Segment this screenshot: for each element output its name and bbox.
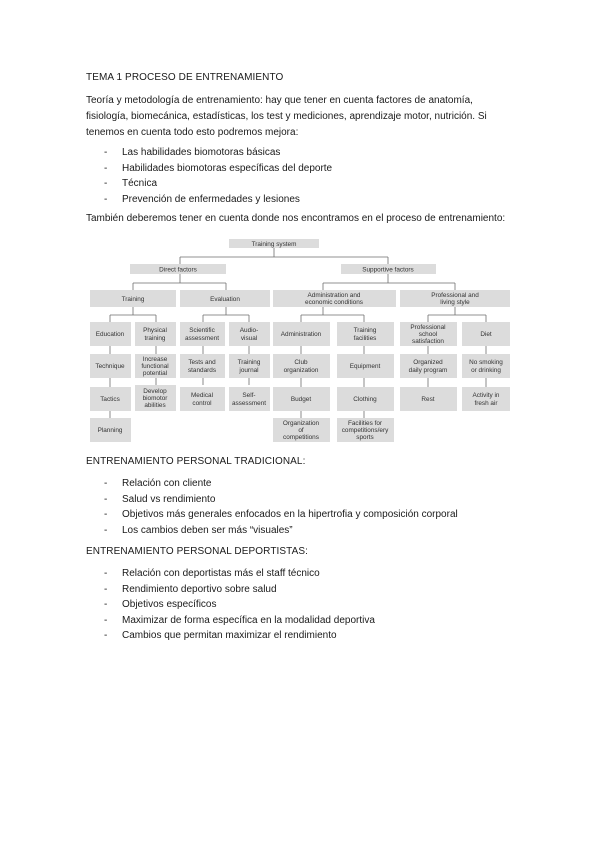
list-item: - Salud vs rendimiento [86, 492, 458, 508]
box-training-facilities [337, 322, 394, 346]
label-training: Training [121, 296, 145, 303]
label-prof-school-3: satisfaction [412, 338, 444, 345]
label-organized-2: daily program [408, 367, 448, 374]
label-diet: Diet [480, 331, 492, 338]
label-physical-1: Physical [143, 327, 167, 334]
page-title: TEMA 1 PROCESO DE ENTRENAMIENTO [86, 72, 284, 83]
label-club-2: organization [283, 367, 319, 374]
label-medical-2: control [192, 400, 212, 407]
label-journal-2: journal [239, 367, 259, 374]
label-administration-economic-2: economic conditions [305, 299, 363, 306]
label-scientific-2: assessment [184, 335, 220, 342]
label-journal-1: Training [237, 359, 261, 366]
label-budget: Budget [290, 396, 312, 403]
label-prof-school-2: school [418, 331, 438, 338]
box-scientific-assessment [180, 322, 225, 346]
label-equipment: Equipment [349, 363, 381, 370]
label-rest: Rest [421, 396, 435, 403]
list-item: - Relación con cliente [86, 476, 458, 492]
section-heading-deportistas: ENTRENAMIENTO PERSONAL DEPORTISTAS: [86, 546, 309, 557]
label-tactics: Tactics [100, 396, 120, 403]
label-clothing: Clothing [353, 396, 377, 403]
box-no-smoking [462, 354, 510, 378]
label-facilities-comp-3: sports [356, 434, 374, 441]
label-org-comp-3: competitions [283, 434, 319, 441]
list-item: - Objetivos específicos [86, 597, 375, 613]
label-org-comp-1: Organization [282, 420, 320, 427]
label-develop-3: abilities [144, 402, 166, 409]
box-self-assessment [229, 387, 270, 411]
label-professional-living-2: living style [440, 299, 470, 306]
section-heading-tradicional: ENTRENAMIENTO PERSONAL TRADICIONAL: [86, 456, 306, 467]
label-activity-2: fresh air [474, 400, 498, 407]
label-medical-1: Medical [190, 392, 214, 399]
label-prof-school-1: Professional [410, 324, 446, 331]
tradicional-list [86, 476, 458, 538]
list-item: - Objetivos más generales enfocados en la hipertrofia y composición corporal [86, 507, 458, 523]
box-tests-standards [180, 354, 225, 378]
label-increase-3: potential [142, 370, 168, 377]
label-nosmoking-2: or drinking [471, 367, 501, 374]
label-supportive-factors: Supportive factors [362, 266, 414, 274]
box-medical-control [180, 387, 225, 411]
label-org-comp-2: of [298, 427, 304, 434]
label-develop-2: biomotor [142, 395, 168, 402]
label-develop-1: Develop [143, 388, 167, 395]
list-item: - Maximizar de forma específica en la modalidad deportiva [86, 613, 375, 629]
label-tests-1: Tests and [188, 359, 216, 366]
label-tests-2: standards [187, 367, 217, 374]
list-item: - Los cambios deben ser más “visuales” [86, 523, 458, 539]
label-activity-1: Activity in [472, 392, 500, 399]
label-professional-living-1: Professional and [431, 292, 479, 299]
list-item: - Rendimiento deportivo sobre salud [86, 582, 375, 598]
label-scientific-1: Scientific [189, 327, 215, 334]
label-audio-1: Audio- [239, 327, 259, 334]
list-item: - Técnica [86, 176, 332, 192]
list-item: - Cambios que permitan maximizar el rendimiento [86, 628, 375, 644]
box-training-journal [229, 354, 270, 378]
label-evaluation: Evaluation [210, 296, 240, 303]
label-facilities-comp-1: Facilities for [347, 420, 383, 427]
box-activity-fresh-air [462, 387, 510, 411]
label-increase-1: Increase [142, 356, 168, 363]
label-self-2: assessment [231, 400, 267, 407]
intro-paragraph: Teoría y metodología de entrenamiento: hay que tener en cuenta factores de anatomía, fisiología, biomecánica, estadísticas, los test y mediciones, aprendizaje motor, nutrición. Si tenemos en cuenta todo esto podremos mejora: [86, 95, 487, 138]
box-audio-visual [229, 322, 270, 346]
label-training-facilities-2: facilities [353, 335, 377, 342]
label-audio-2: visual [240, 335, 258, 342]
label-physical-2: training [144, 335, 166, 342]
list-item: - Relación con deportistas más el staff técnico [86, 566, 375, 582]
label-training-facilities-1: Training [353, 327, 377, 334]
list-item: - Prevención de enfermedades y lesiones [86, 192, 332, 208]
deportistas-list [86, 566, 375, 644]
box-physical-training [135, 322, 176, 346]
label-nosmoking-1: No smoking [469, 359, 503, 366]
list-item: - Las habilidades biomotoras básicas [86, 145, 332, 161]
box-club-organization [273, 354, 330, 378]
label-planning: Planning [97, 427, 123, 434]
label-administration: Administration [280, 331, 322, 338]
label-education: Education [95, 331, 125, 338]
label-organized-1: Organized [413, 359, 443, 366]
label-administration-economic-1: Administration and [307, 292, 361, 299]
label-club-1: Club [294, 359, 308, 366]
label-training-system: Training system [251, 241, 297, 248]
label-facilities-comp-2: competitions/ery [341, 427, 389, 434]
label-direct-factors: Direct factors [159, 266, 197, 274]
label-self-1: Self- [242, 392, 256, 399]
label-increase-2: functional [141, 363, 169, 370]
intro2-paragraph: También deberemos tener en cuenta donde nos encontramos en el proceso de entrenamiento: [86, 213, 506, 224]
list-item: - Habilidades biomotoras específicas del deporte [86, 161, 332, 177]
box-organized-program [400, 354, 457, 378]
label-technique: Technique [95, 363, 125, 370]
